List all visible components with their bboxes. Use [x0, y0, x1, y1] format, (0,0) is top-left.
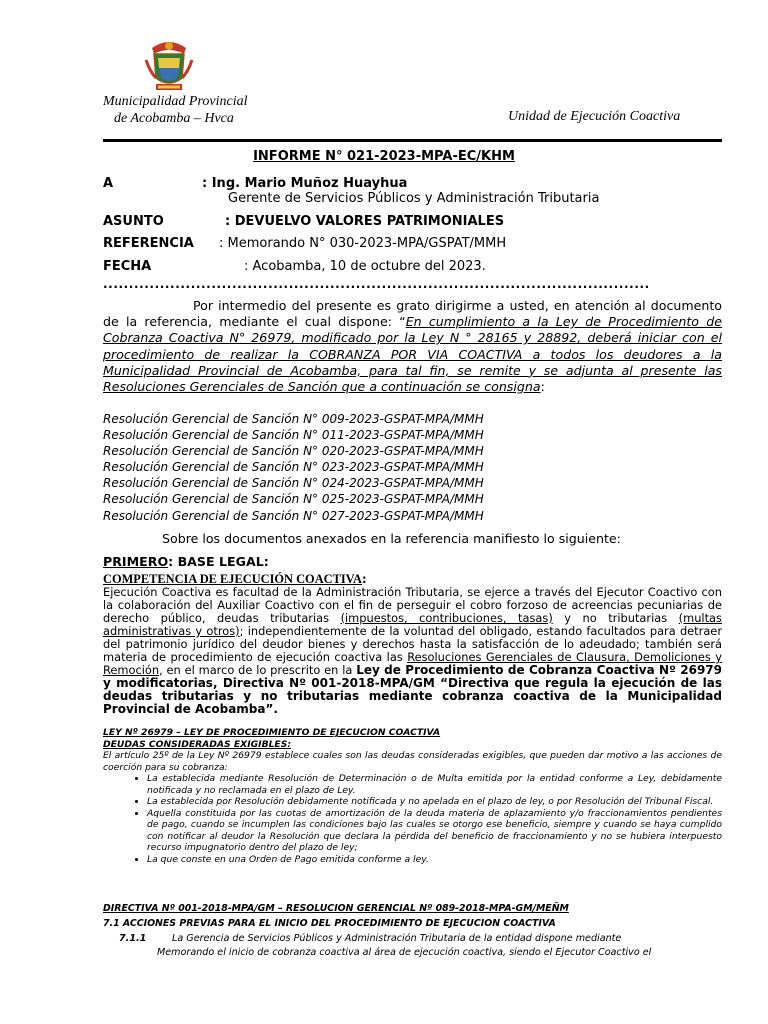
field-a-label: A [103, 176, 114, 191]
intro-end: : [540, 379, 545, 395]
directiva-heading: DIRECTIVA Nº 001-2018-MPA/GM – RESOLUCION GERENCIAL Nº 089-2018-MPA-GM/MEÑM [103, 903, 569, 914]
report-title: INFORME N° 021-2023-MPA-EC/KHM [253, 149, 515, 164]
competencia-bold: Ley de Procedimiento de Cobranza Coactiva Nº 26979 y modificatorias, Directiva Nº 001-2018-MPA/GM “Directiva que regula la ejecución de las deudas tributarias y no tributarias mediante cobranza coactiva de la Municipalidad Provincial de Acobamba”. [103, 663, 722, 716]
competencia-u1: (impuestos, contribuciones, tasas) [340, 611, 553, 625]
directiva-item-number: 7.1.1 [119, 933, 147, 944]
resolution-item: Resolución Gerencial de Sanción N° 027-2023-GSPAT-MPA/MMH [103, 509, 484, 523]
municipal-coat-of-arms-icon [144, 38, 194, 94]
section-primero-label: PRIMERO [103, 554, 169, 569]
unit-name: Unidad de Ejecución Coactiva [508, 109, 681, 124]
resolution-item: Resolución Gerencial de Sanción N° 025-2023-GSPAT-MPA/MMH [103, 492, 484, 506]
ley-section [103, 727, 722, 865]
resolution-item: Resolución Gerencial de Sanción N° 024-2023-GSPAT-MPA/MMH [103, 476, 484, 490]
resolution-item: Resolución Gerencial de Sanción N° 023-2023-GSPAT-MPA/MMH [103, 460, 484, 474]
competencia-u2: (multas administrativas y otros) [103, 611, 722, 638]
field-referencia-value: : Memorando N° 030-2023-MPA/GSPAT/MMH [219, 236, 507, 251]
competencia-heading-colon: : [361, 572, 367, 586]
section-primero [103, 554, 269, 569]
directiva-item-text: La Gerencia de Servicios Públicos y Administración Tributaria de la entidad dispone mediante [172, 933, 622, 944]
resolution-item: Resolución Gerencial de Sanción N° 009-2023-GSPAT-MPA/MMH [103, 412, 484, 426]
intro-text: Por intermedio del presente es grato dirigirme a usted, en atención al documento de la referencia, mediante el cual dispone: “ [103, 298, 722, 330]
field-fecha-value: : Acobamba, 10 de octubre del 2023. [244, 259, 486, 274]
field-fecha-label: FECHA [103, 259, 152, 274]
ley-list [103, 773, 722, 865]
ley-list-item: • La establecida mediante Resolución de Determinación o de Multa emitida por la entidad conforme a Ley, debidamente notificada y no reclamada en el plazo de Ley. [147, 773, 722, 796]
competencia-p4: , en el marco de lo prescrito en la [159, 663, 357, 677]
manifest-line: Sobre los documentos anexados en la referencia manifiesto lo siguiente: [162, 531, 621, 546]
municipality-name [103, 93, 248, 127]
intro-quote: En cumplimiento a la Ley de Procedimiento de Cobranza Coactiva N° 26979, modificado por la Ley N ° 28165 y 28892, deberá iniciar con el procedimiento de realizar la COBRANZA POR VIA COACTIVA a todos los deudores a la Municipalidad Provincial de Acobamba, para tal fin, se remite y se adjunta al presente las Resoluciones Gerenciales de Sanción que a continuación se consigna [103, 314, 722, 395]
directiva-subheading: 7.1 ACCIONES PREVIAS PARA EL INICIO DEL PROCEDIMIENTO DE EJECUCION COACTIVA [103, 918, 556, 929]
competencia-p2: y no tributarias [552, 611, 679, 625]
resolution-item: Resolución Gerencial de Sanción N° 020-2023-GSPAT-MPA/MMH [103, 444, 484, 458]
ley-list-item: • Aquella constituida por las cuotas de amortización de la deuda materia de aplazamiento y/o fraccionamientos pendientes de pago, cuando se incumplen las condiciones bajo las cuales se otorgo ese beneficio, siempre y cuando se haya cumplido con notificar al deudor la Resolución que declara la pérdida del beneficio de fraccionamiento y no se hubiera interpuesto recurso impugnatorio dentro del plazo de ley; [147, 808, 722, 854]
competencia-paragraph [103, 586, 722, 716]
municipality-line2: de Acobamba – Hvca [114, 111, 234, 126]
ley-heading1: LEY Nº 26979 – LEY DE PROCEDIMIENTO DE EJECUCION COACTIVA [103, 727, 441, 738]
competencia-u3: Resoluciones Gerenciales de Clausura, Demoliciones y Remoción [103, 650, 722, 677]
ley-list-item: • La establecida por Resolución debidamente notificada y no apelada en el plazo de ley, o por Resolución del Tribunal Fiscal. [147, 796, 722, 808]
separator-line: .......................................................................................................... [103, 277, 650, 291]
ley-intro: El artículo 25º de la Ley Nº 26979 establece cuales son las deudas consideradas exigibles, que pueden dar motivo a las acciones de coerción para su cobranza: [103, 750, 722, 773]
field-asunto-label: ASUNTO [103, 214, 164, 229]
field-referencia-label: REFERENCIA [103, 236, 194, 251]
competencia-heading-text: COMPETENCIA DE EJECUCIÓN COACTIVA [103, 572, 362, 586]
competencia-p3: ; independientemente de la voluntad del obligado, estando facultados para detraer del patrimonio jurídico del deudor bienes y derechos hasta la satisfacción de lo adeudado; también será materia de procedimiento de ejecución coactiva las [103, 624, 723, 664]
intro-paragraph [103, 298, 722, 395]
competencia-p1: Ejecución Coactiva es facultad de la Administración Tributaria, se ejerce a través del Ejecutor Coactivo con la colaboración del Auxiliar Coactivo con el fin de perseguir el cobro forzoso de acreencias pecuniarias de derecho público, deudas tributarias [103, 585, 722, 625]
ley-list-item: • La que conste en una Orden de Pago emitida conforme a ley. [147, 854, 722, 866]
field-a-role: Gerente de Servicios Públicos y Administración Tributaria [228, 191, 600, 206]
directiva-item-text-cont: Memorando el inicio de cobranza coactiva al área de ejecución coactiva, siendo el Ejecutor Coactivo el [157, 947, 652, 958]
field-asunto-value: : DEVUELVO VALORES PATRIMONIALES [225, 214, 505, 229]
field-a-value: : Ing. Mario Muñoz Huayhua [202, 176, 408, 191]
section-primero-title: : BASE LEGAL: [168, 554, 269, 569]
header-divider [103, 139, 722, 142]
ley-heading2: DEUDAS CONSIDERADAS EXIGIBLES: [103, 738, 291, 750]
municipality-line1: Municipalidad Provincial [103, 94, 248, 109]
resolution-item: Resolución Gerencial de Sanción N° 011-2023-GSPAT-MPA/MMH [103, 428, 484, 442]
